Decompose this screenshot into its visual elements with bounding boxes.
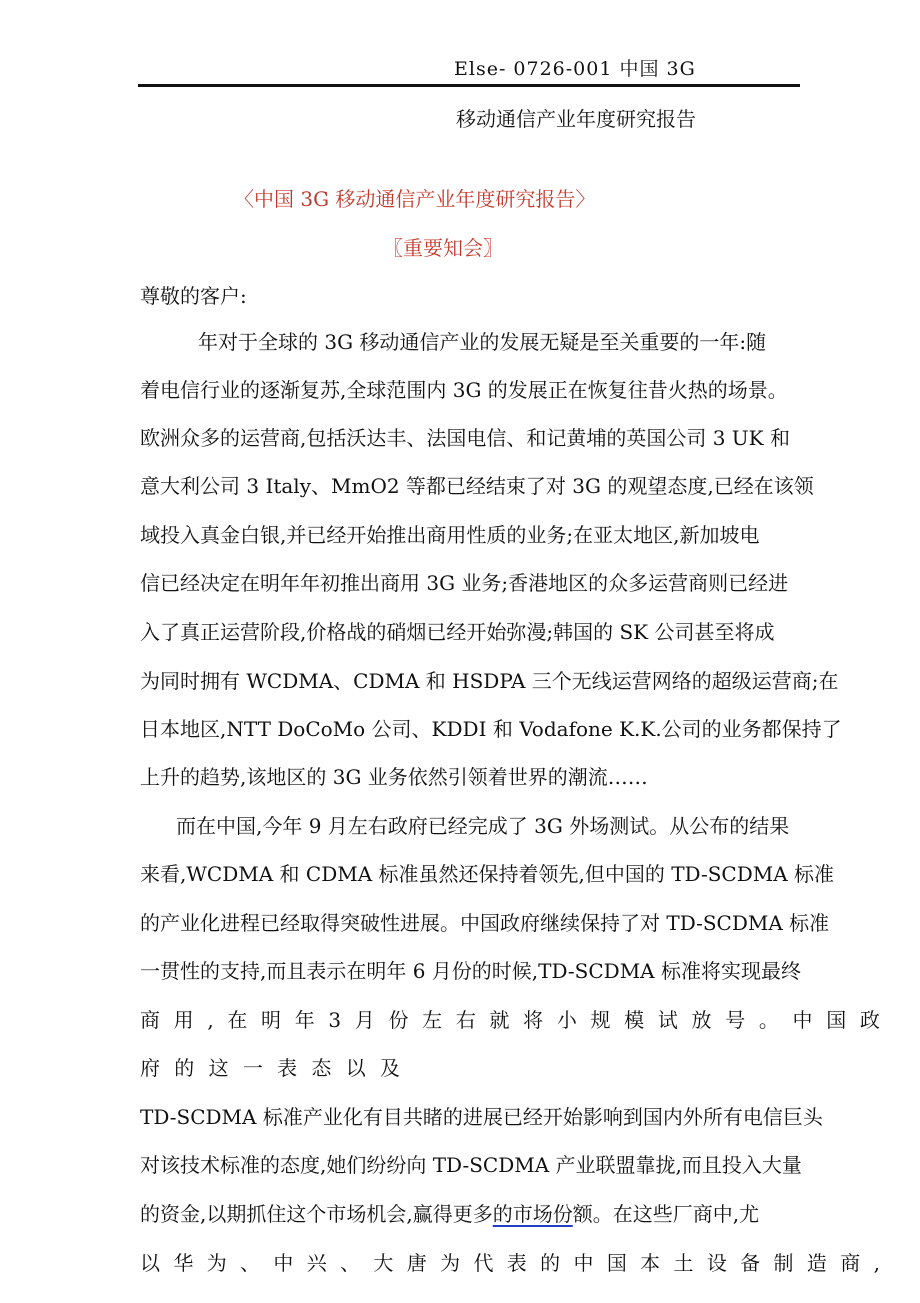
spaced-line: 府 的 这 一 表 态 以 及 (140, 1056, 400, 1080)
greeting: 尊敬的客户: (140, 284, 247, 308)
paragraph-line: TD-SCDMA 标准产业化有目共睹的进展已经开始影响到国内外所有电信巨头 (140, 1105, 823, 1129)
paragraph-line: 域投入真金白银,并已经开始推出商用性质的业务;在亚太地区,新加坡电 (140, 523, 760, 547)
underlined-text: 的市场份 (492, 1202, 573, 1226)
paragraph-line: 欧洲众多的运营商,包括沃达丰、法国电信、和记黄埔的英国公司 3 UK 和 (140, 426, 790, 450)
paragraph-line: 信已经决定在明年年初推出商用 3G 业务;香港地区的众多运营商则已经进 (140, 571, 789, 595)
paragraph-line: 来看,WCDMA 和 CDMA 标准虽然还保持着领先,但中国的 TD-SCDMA 标准 (140, 862, 835, 886)
document-title: 〈中国 3G 移动通信产业年度研究报告〉 (234, 187, 596, 211)
header-code: Else- 0726-001 中国 3G (454, 58, 696, 80)
spaced-line: 商 用 , 在 明 年 3 月 份 左 右 就 将 小 规 模 试 放 号 。 中 国 政 (140, 1008, 880, 1032)
paragraph-line: 意大利公司 3 Italy、MmO2 等都已经结束了对 3G 的观望态度,已经在该领 (140, 474, 814, 498)
line-text: 额。在这些厂商中,尤 (572, 1202, 760, 1226)
header-rule (138, 84, 800, 87)
paragraph-line: 着电信行业的逐渐复苏,全球范围内 3G 的发展正在恢复往昔火热的场景。 (140, 378, 788, 402)
paragraph-line: 上升的趋势,该地区的 3G 业务依然引领着世界的潮流…… (140, 765, 648, 789)
paragraph-line: 的产业化进程已经取得突破性进展。中国政府继续保持了对 TD-SCDMA 标准 (140, 911, 830, 935)
paragraph-line: 日本地区,NTT DoCoMo 公司、KDDI 和 Vodafone K.K.公司的业务都保持了 (140, 717, 842, 741)
notice-heading: 〖重要知会〗 (383, 236, 503, 260)
paragraph-line: 入了真正运营阶段,价格战的硝烟已经开始弥漫;韩国的 SK 公司甚至将成 (140, 620, 775, 644)
paragraph-line: 而在中国,今年 9 月左右政府已经完成了 3G 外场测试。从公布的结果 (176, 814, 790, 838)
spaced-line: 以 华 为 、 中 兴 、 大 唐 为 代 表 的 中 国 本 土 设 备 制 造 商 , (140, 1251, 880, 1275)
paragraph-line: 对该技术标准的态度,她们纷纷向 TD-SCDMA 产业联盟靠拢,而且投入大量 (140, 1153, 802, 1177)
paragraph-line: 为同时拥有 WCDMA、CDMA 和 HSDPA 三个无线运营网络的超级运营商;在 (140, 669, 839, 693)
line-text: 的资金,以期抓住这个市场机会,赢得更多 (140, 1202, 493, 1226)
paragraph-line: 一贯性的支持,而且表示在明年 6 月份的时候,TD-SCDMA 标准将实现最终 (140, 959, 801, 983)
header-subtitle: 移动通信产业年度研究报告 (456, 107, 696, 131)
paragraph-line: 年对于全球的 3G 移动通信产业的发展无疑是至关重要的一年:随 (198, 330, 767, 354)
paragraph-line (140, 1200, 759, 1228)
